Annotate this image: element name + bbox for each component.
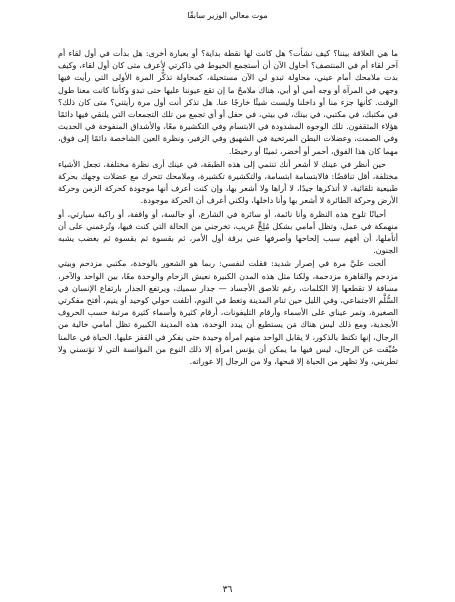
- running-header: موت معالي الوزير سابقًا: [187, 11, 268, 20]
- paragraph: حين أنظر في عينك لا أشعر أنك تنتمي إلى هذه الطبقة، في عينك أرى نظرة مختلفة، تجعل الأشياء مختلفة، أقل تناقضًا: فالابتسامة ابتسامة، والتكشيرة تكشيرة، وملامحك تتحرك مع عضلات وجهك بحركة طبيعية تلقائية، لا أتذكرها جيدًا، لا أراها ولا أشعر بها، وإن كنت أعرف أنها موجودة كحركة الزمن وحركة الأرض وحركة الطائرة لا أشعر بها وأنا داخلها، ولكني أعرف أن الحركة موجودة.: [58, 159, 398, 206]
- paragraph: ما هي العلاقة بيننا؟ كيف نشأت؟ هل كانت لها نقطة بداية؟ أو بعبارة أخرى: هل بدأت في أول لقاء أم آخر لقاء أم في المنتصف؟ أحاول الآن أن أستجمع الخيوط في ذاكرتي لأعرف متى كان أول لقاء، وكيف بدت ملامحك أمام عيني، محاولة تبدو لي الآن مستحيلة، كمحاولة تذكُّر المرة الأولى التي رأيت فيها وجهي في المرآة أو وجه أمي أو أبي، هناك ملامحُ ما إن تقع عيوننا عليها حتى تبدوَ وكأننا كانت معنا طول الوقت. كأنها جزء منا أو داخلنا وليست شيئًا خارجًا عنا. هل تذكر أنت أول مرة رأيتني؟ متى كان ذلك؟ في مكتبك، في مكتبي، في بيتك، في بيتي، في حفل أو أي تجمع من تلك التجمعات التي يلتقي فيها دائمًا هؤلاء المثقفون. تلك الوجوه المشدودة في الابتسام وفي التكشيرة معًا، والأشداق المنفوخة في الحديث وفي الصمت، وعضلات البطن المرتخية في الشهيق وفي الزفير، ونظرة العين الشاخصة دائمًا إلى فوق، مهما كان هذا الفوق، أحمر أو أخضر، ثمينًا أو رخيصًا.: [58, 49, 399, 156]
- body-text: [58, 48, 398, 369]
- page-number: ٣٦: [222, 585, 233, 595]
- paragraph: ألحت عليَّ مرة في إصرار شديد: فقلت لنفسي: ربما هو الشعور بالوحدة، مكتبي مزدحم وبيتي مزدحم والقاهرة مزدحمة، ولكنا مثل هذه المدن الكبيرة نعيش الزحام والوحدة معًا، بين الواحد والآخر، مسافة لا تقطعها إلا الكلمات، رغم تلاصق الأجساد — جدار سميك، ويرتفع الجدار بارتفاع الإنسان في السُّلَّم الاجتماعي، وفي الليل حين تنام المدينة وتغط في النوم، أتلفت حولي كوحيد أو يتيم، أفتح مفكرتي الصغيرة، وتمر عيناي على الأسماء وأرقام التليفونات، أرقام كثيرة وأسماء كثيرة مرتبة حسب الحروف الأبجدية، ومع ذلك ليس هناك مَن يستطيع أن يبدد الوحدة، هذه المدينة الكبيرة تظل أمامي خالية من الرجال، إنها تكتظ بالذكور، لا يقابل الواحد منهم امرأة وحيدة حتى يفكر في القفز عليها. الحياة في عالمنا ضُيِّقت عن الرجال، ليس فيها ما يمكن أن يؤنس امرأة إلا ذلك النوع من المؤانسة التي لا تؤنسني ولا تطربني، ولا تظهر من الحياة إلا قبحها، ولا من الرجال إلا عوراته.: [58, 259, 398, 367]
- paragraph: أحيانًا تلوح هذه النظرة وأنا نائمة، أو سائرة في الشارع، أو جالسة، أو واقفة، أو راكبة سيارتي، أو منهمكة في عمل، وتظل أمامي بشكل مُلِحٍّ غريب، تخرجني من الحالة التي كنت فيها، وتُرغمني على أن أتأملها، أن أفهم سبب إلحاحها وأصرفها عني برقة أول الأمر، ثم بقسوة ثم بقسوة ثم بغضب يشبه الجنون.: [58, 209, 398, 256]
